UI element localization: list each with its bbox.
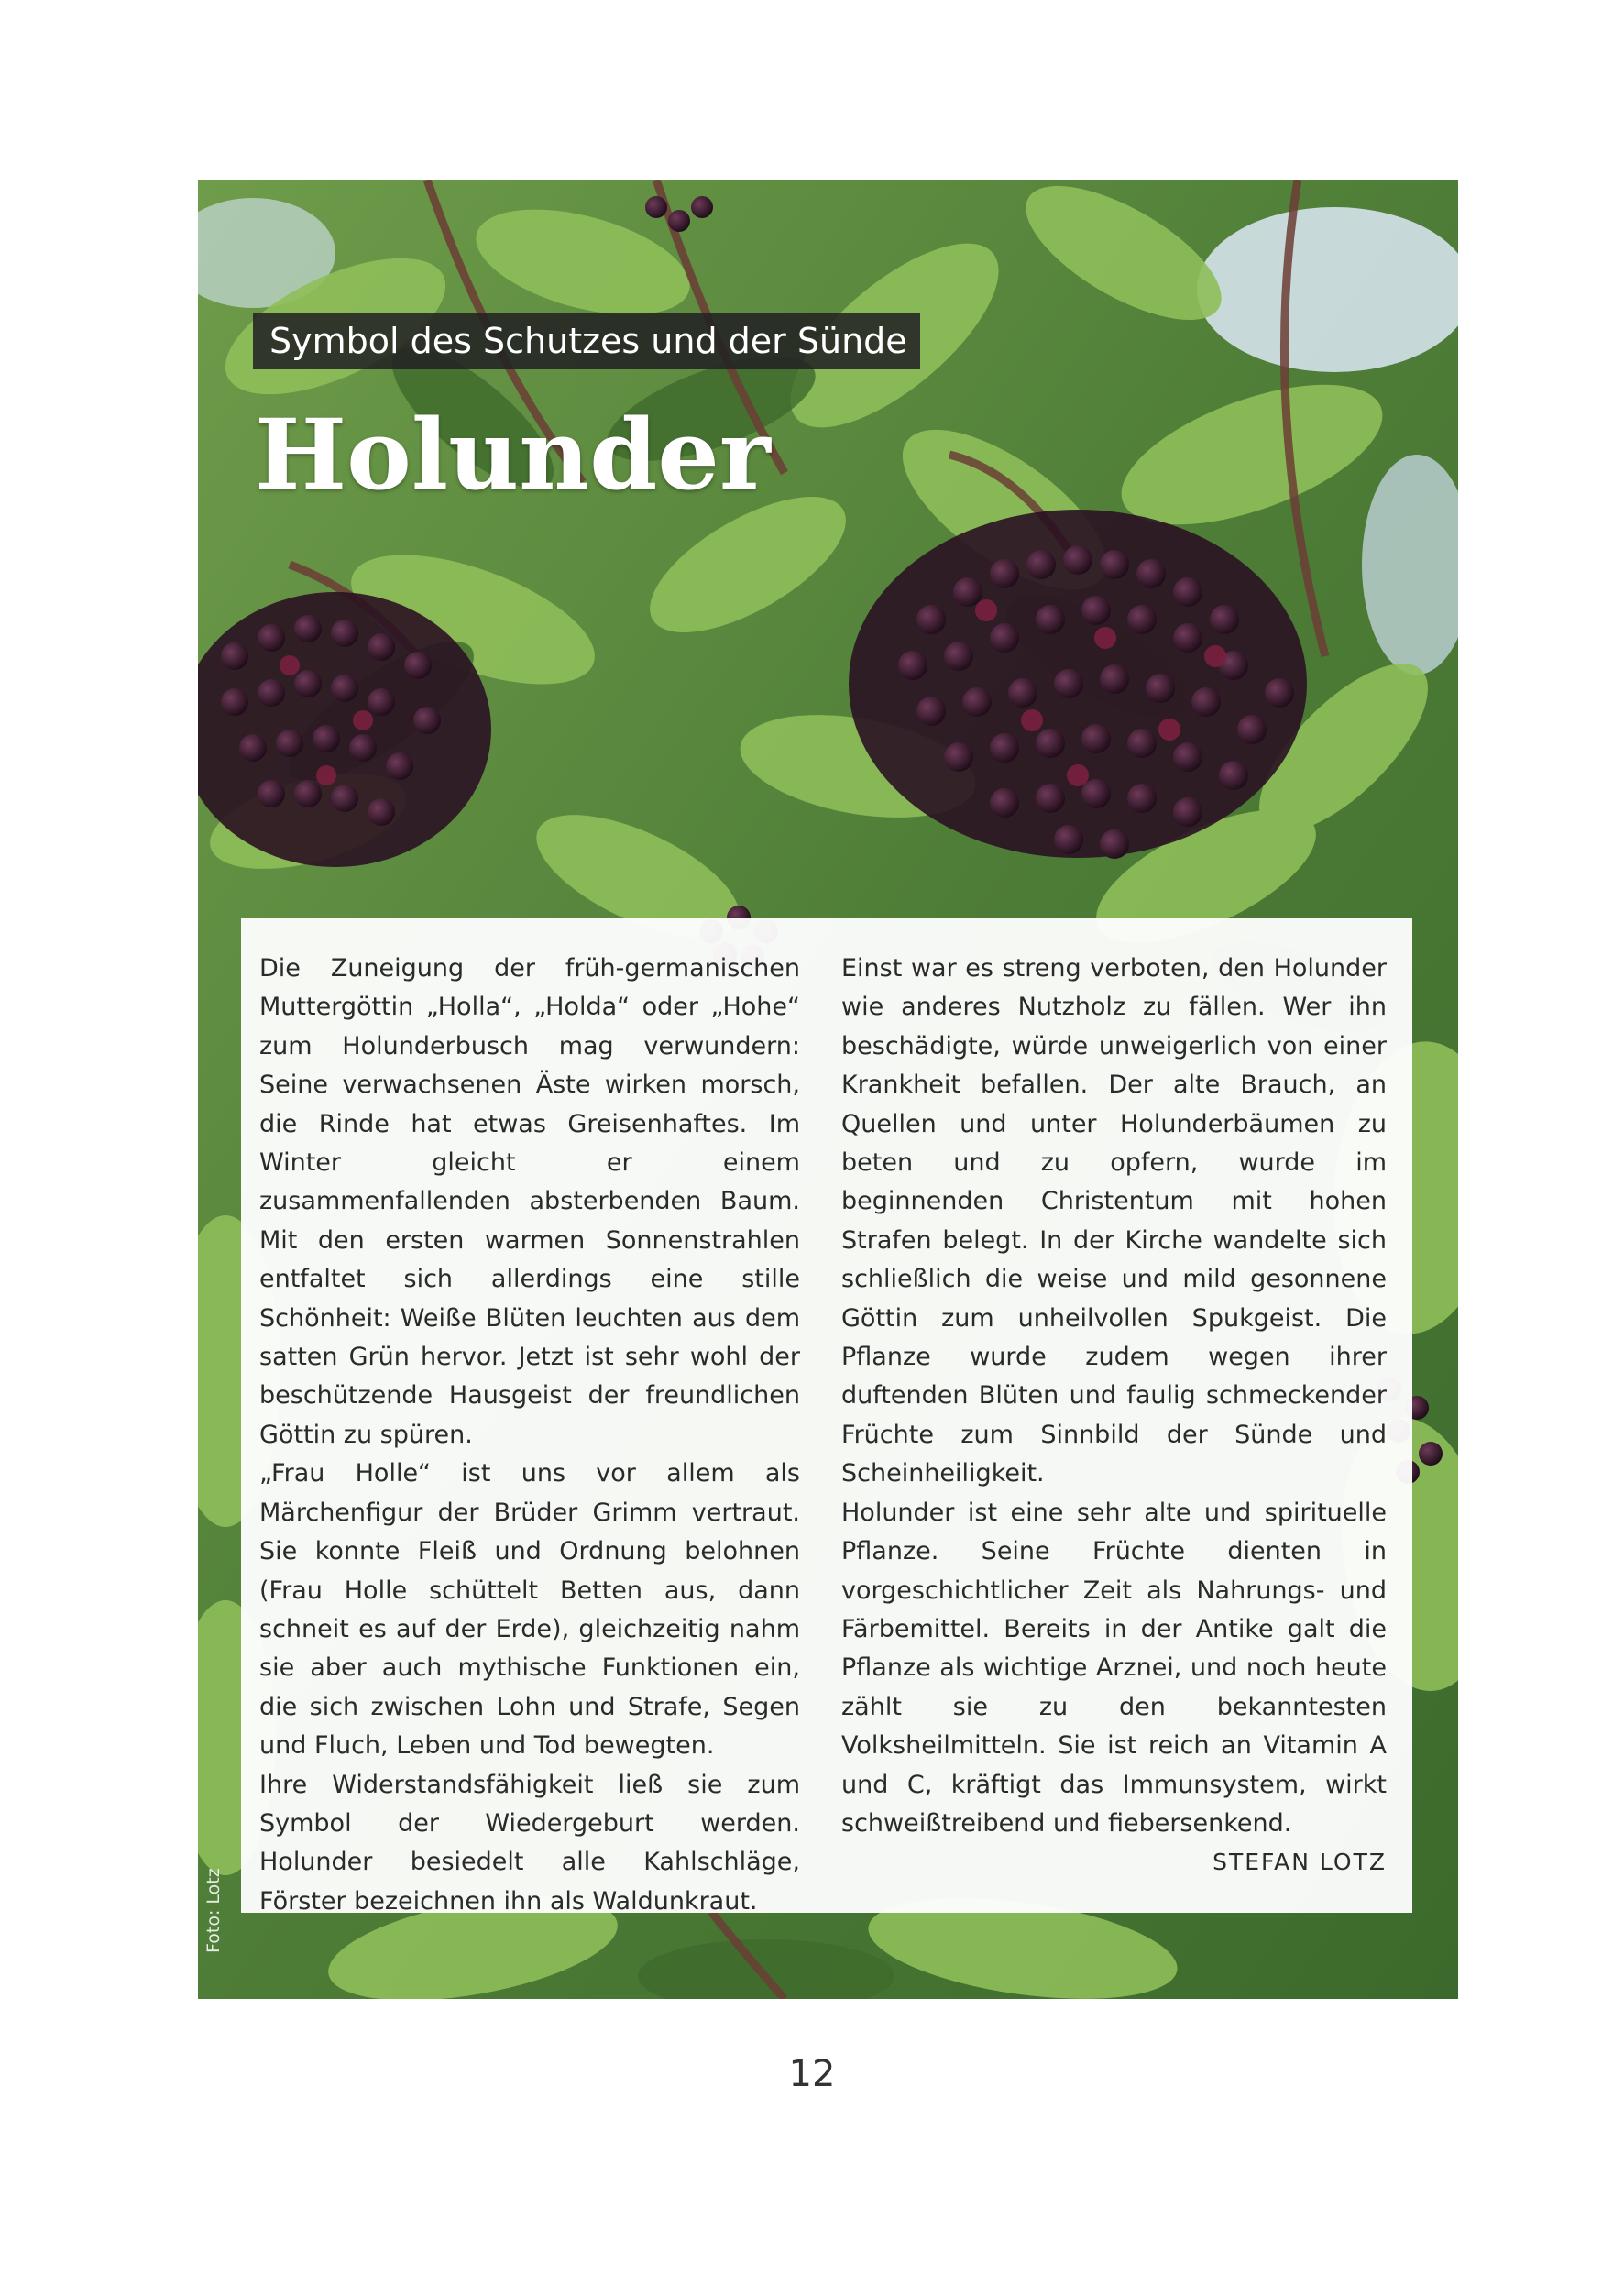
page-number: 12: [788, 2053, 836, 2095]
article-column-left: [259, 950, 800, 1921]
article-kicker: Symbol des Schutzes und der Sünde: [253, 313, 920, 369]
article-headline: Holunder: [255, 397, 771, 511]
paragraph: „Frau Holle“ ist uns vor allem als Märchenfigur der Brüder Grimm vertraut. Sie konnte Fleiß und Ordnung belohnen (Frau Holle schüttelt Betten aus, dann schneit es auf der Erde), gleichzeitig nahm sie aber auch mythische Funktionen ein, die sich zwischen Lohn und Strafe, Segen und Fluch, Leben und Tod bewegten.: [259, 1459, 800, 1761]
paragraph: Einst war es streng verboten, den Holunder wie anderes Nutzholz zu fällen. Wer ihn beschädigte, würde unweigerlich von einer Krankheit befallen. Der alte Brauch, an Quellen und unter Holunderbäumen zu beten und zu opfern, wurde im beginnenden Christentum mit hohen Strafen belegt. In der Kirche wandelte sich schließlich die weise und mild gesonnene Göttin zum unheilvollen Spukgeist. Die Pflanze wurde zudem wegen ihrer duftenden Blüten und faulig schmeckender Früchte zum Sinnbild der Sünde und Scheinheiligkeit.: [841, 954, 1387, 1488]
paragraph: Holunder ist eine sehr alte und spirituelle Pflanze. Seine Früchte dienten in vorgeschichtlicher Zeit als Nahrungs- und Färbemittel. Bereits in der Antike galt die Pflanze als wichtige Arznei, und noch heute zählt sie zu den bekanntesten Volksheilmitteln. Sie ist reich an Vitamin A und C, kräftigt das Immunsystem, wirkt schweißtreibend und fiebersenkend.: [841, 1498, 1387, 1838]
author-byline: STEFAN LOTZ: [1213, 1849, 1387, 1876]
paragraph: Ihre Widerstandsfähigkeit ließ sie zum Symbol der Wiedergeburt werden. Holunder besiedelt alle Kahlschläge, Förster bezeichnen ihn als Waldunkraut.: [259, 1770, 800, 1916]
elderberry-photo: [198, 180, 1458, 1999]
photo-credit: Foto: Lotz: [203, 1868, 224, 1953]
paragraph: Die Zuneigung der früh-germanischen Muttergöttin „Holla“, „Holda“ oder „Hohe“ zum Holunderbusch mag verwundern: Seine verwachsenen Äste wirken morsch, die Rinde hat etwas Greisenhaftes. Im Winter gleicht er einem zusammenfallenden absterbenden Baum. Mit den ersten warmen Sonnenstrahlen entfaltet sich allerdings eine stille Schönheit: Weiße Blüten leuchten aus dem satten Grün hervor. Jetzt ist sehr wohl der beschützende Hausgeist der freundlichen Göttin zu spüren.: [259, 954, 800, 1449]
article-column-right: [841, 950, 1387, 1883]
article-text-box: [241, 918, 1412, 1916]
